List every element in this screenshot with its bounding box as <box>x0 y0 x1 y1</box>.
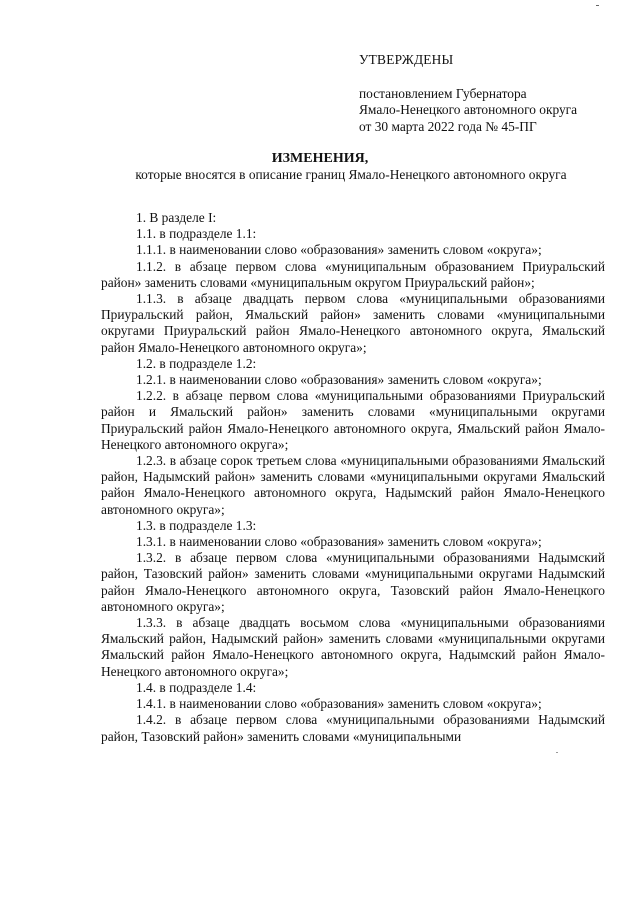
scan-mark <box>596 5 599 6</box>
paragraph: 1.3. в подразделе 1.3: <box>136 517 257 533</box>
paragraph: 1.3.1. в наименовании слово «образования» заменить словом «округа»; <box>136 534 542 550</box>
paragraph: 1.2.1. в наименовании слово «образования» заменить словом «округа»; <box>136 372 542 388</box>
document-subtitle: которые вносятся в описание границ Ямало-Ненецкого автономного округа <box>135 167 567 182</box>
paragraph: 1.1. в подразделе 1.1: <box>136 226 257 242</box>
paragraph: 1.4.2. в абзаце первом слова «муниципальными образованиями Надымский район, Тазовский район» заменить словами «муниципальными <box>101 712 605 744</box>
document-title: ИЗМЕНЕНИЯ, <box>271 151 369 166</box>
approval-block <box>359 52 577 135</box>
approval-line-3: от 30 марта 2022 года № 45-ПГ <box>359 118 537 134</box>
paragraph: 1.4.1. в наименовании слово «образования» заменить словом «округа»; <box>136 696 542 712</box>
approval-line-1: постановлением Губернатора <box>359 85 527 101</box>
approval-line-2: Ямало-Ненецкого автономного округа <box>359 102 578 117</box>
scan-mark <box>556 752 558 753</box>
paragraph: 1.2. в подразделе 1.2: <box>136 355 257 371</box>
document-body <box>101 210 605 745</box>
paragraph: 1.2.2. в абзаце первом слова «муниципальными образованиями Приуральский район и Ямальский район» заменить словами «муниципальными округами Приуральский район Ямало-Ненецкого автономного округа, Ямальский район Ямало-Ненецкого автономного округа»; <box>101 388 605 452</box>
paragraph: 1.1.1. в наименовании слово «образования» заменить словом «округа»; <box>136 242 542 258</box>
paragraph: 1.1.2. в абзаце первом слова «муниципальным образованием Приуральский район» заменить словами «муниципальным округом Приуральский район»; <box>101 258 605 290</box>
paragraph: 1.3.2. в абзаце первом слова «муниципальными образованиями Надымский район, Тазовский район» заменить словами «муниципальными округами Надымский район Ямало-Ненецкого автономного округа, Тазовский район Ямало-Ненецкого автономного округа»; <box>101 550 605 614</box>
paragraph: 1.2.3. в абзаце сорок третьем слова «муниципальными образованиями Ямальский район, Надымский район» заменить словами «муниципальными округами Ямальский район Ямало-Ненецкого автономного округа, Надымский район Ямало-Ненецкого автономного округа»; <box>101 453 605 517</box>
paragraph: 1. В разделе I: <box>136 210 217 225</box>
paragraph: 1.1.3. в абзаце двадцать первом слова «муниципальными образованиями Приуральский район, Ямальский район» заменить словами «муниципальными округами Приуральский район Ямало-Ненецкого автономного округа, Ямальский район Ямало-Ненецкого автономного округа»; <box>101 291 605 355</box>
paragraph: 1.3.3. в абзаце двадцать восьмом слова «муниципальными образованиями Ямальский район, Надымский район» заменить словами «муниципальными округами Ямальский район Ямало-Ненецкого автономного округа, Надымский район Ямало-Ненецкого автономного округа»; <box>101 615 605 679</box>
approval-word: УТВЕРЖДЕНЫ <box>359 52 454 67</box>
paragraph: 1.4. в подразделе 1.4: <box>136 679 257 695</box>
